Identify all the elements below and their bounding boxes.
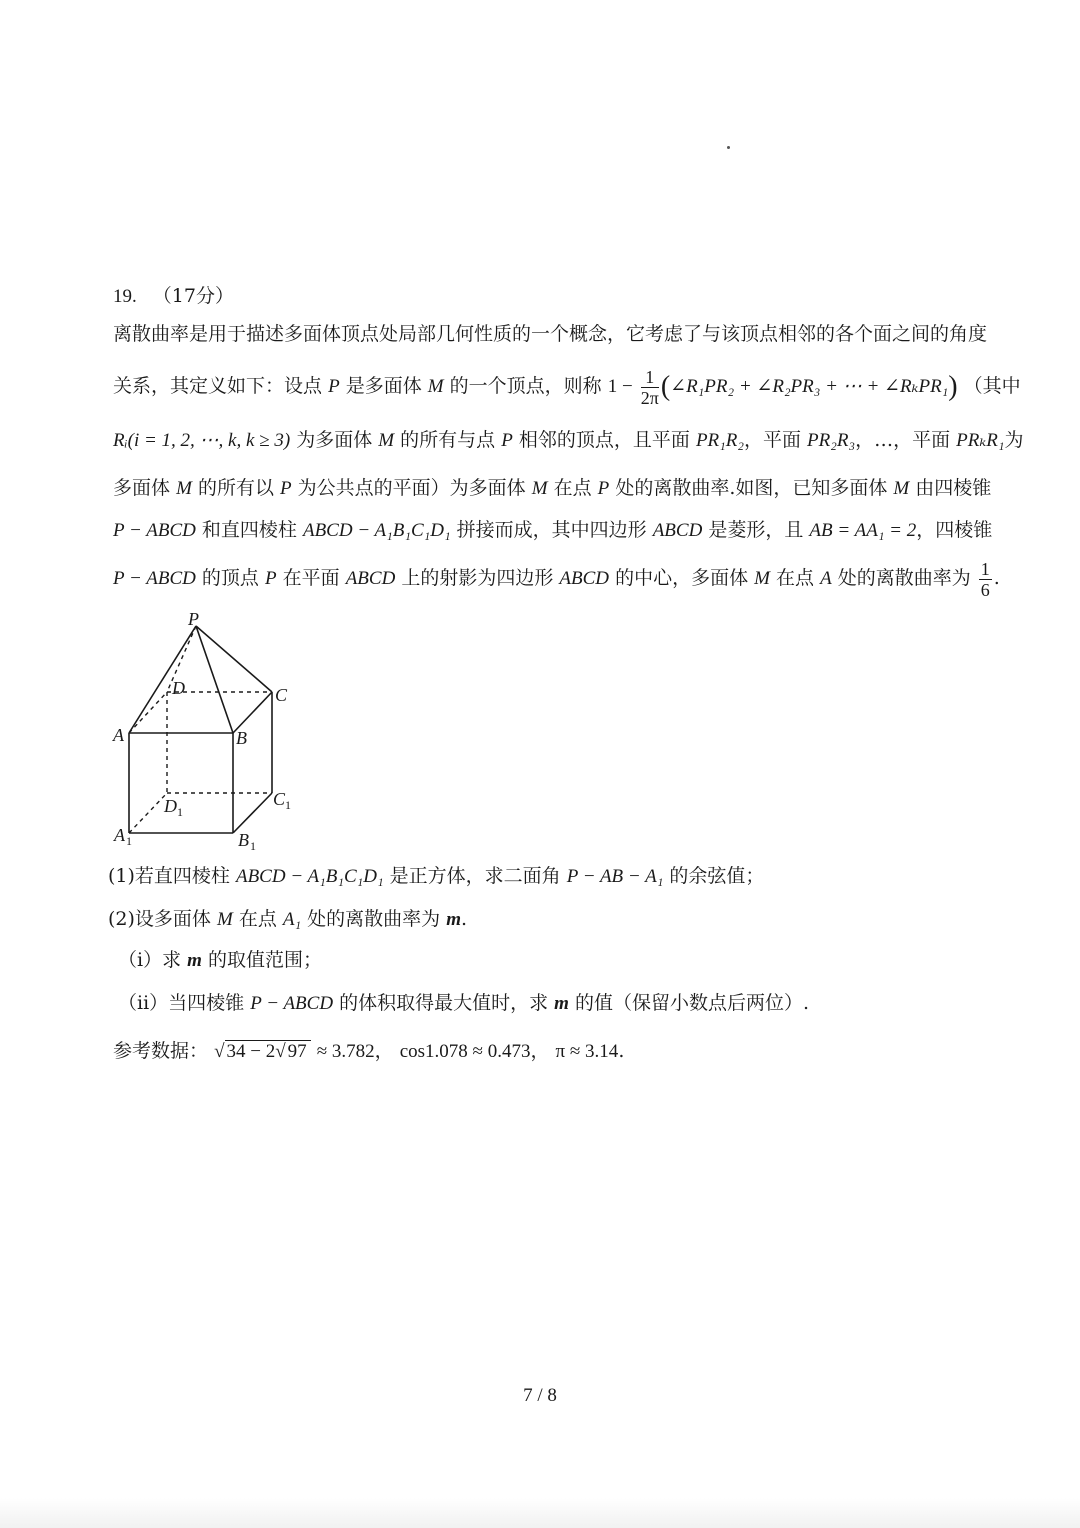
label-A1: A — [114, 825, 125, 845]
math-var: M — [754, 568, 770, 589]
math-pyramid: P − ABCD — [250, 993, 334, 1014]
text: 的所有与点 — [400, 429, 496, 451]
label-B1-sub: 1 — [250, 839, 256, 853]
text: 和直四棱柱 — [201, 519, 297, 541]
text: 的值（保留小数点后两位）. — [575, 992, 810, 1014]
text: 是多面体 — [345, 375, 422, 397]
text: 的取值范围； — [207, 949, 322, 971]
math-var: A₁ — [282, 909, 302, 930]
text: 在点 — [553, 477, 592, 499]
label-D1: D — [164, 796, 177, 816]
text: 为多面体 — [296, 429, 373, 451]
math-var: P — [328, 376, 340, 397]
text: 处的离散曲率.如图，已知多面体 — [615, 477, 888, 499]
separator: ， — [374, 1040, 394, 1062]
label-C: C — [275, 685, 288, 705]
definition-line-1 — [113, 364, 1021, 409]
text: 处的离散曲率为 — [307, 908, 441, 930]
math-plane: PRₖR₁ — [956, 430, 1005, 451]
math-eq: AB = AA₁ = 2 — [809, 520, 917, 541]
math-prism: ABCD − A₁B₁C₁D₁ — [235, 866, 384, 887]
text: ，平面 — [743, 429, 801, 451]
intro-line — [113, 322, 987, 346]
sqrt-expression: √ 34 − 2√ 97 — [214, 1040, 311, 1064]
math-var-m: m — [446, 909, 462, 930]
math-var: Rᵢ — [113, 430, 128, 451]
label-B1: B — [238, 830, 249, 850]
math-var: P — [280, 478, 292, 499]
text: 拼接而成，其中四边形 — [456, 519, 647, 541]
text: (2)设多面体 — [108, 908, 211, 930]
math-var: M — [427, 376, 444, 397]
math-prism: ABCD − A₁B₁C₁D₁ — [302, 520, 451, 541]
math-plane: PR₂R₃ — [807, 430, 856, 451]
text: 为 — [1004, 429, 1024, 451]
edge-A1D1-hidden — [129, 793, 167, 833]
label-B: B — [236, 728, 247, 748]
math-dihedral: P − AB − A₁ — [566, 866, 664, 887]
question-2: (2)设多面体 M 在点 A₁ 处的离散曲率为 m. — [108, 908, 468, 930]
edge-B1C1 — [233, 793, 272, 833]
fraction-1-over-6 — [979, 559, 992, 600]
frac-den: 2π — [640, 387, 659, 408]
text: 关系，其定义如下：设点 — [113, 375, 323, 397]
text: 是正方体，求二面角 — [389, 865, 561, 887]
definition-line-2 — [113, 428, 1024, 453]
math-var: M — [216, 909, 233, 930]
text: 处的离散曲率为 — [837, 567, 971, 589]
text: 为公共点的平面）为多面体 — [297, 477, 526, 499]
ref-value-2: cos1.078 ≈ 0.473 — [399, 1041, 531, 1062]
math-var: M — [531, 478, 548, 499]
text: 的体积取得最大值时，求 — [339, 992, 549, 1014]
math-var: M — [176, 478, 192, 499]
ref-value-3: π ≈ 3.14 — [555, 1041, 619, 1062]
frac-den: 6 — [980, 579, 990, 600]
scan-edge — [0, 1498, 1080, 1528]
text: （其中 — [963, 375, 1021, 397]
question-2-i — [118, 948, 322, 973]
label-C1-sub: 1 — [285, 798, 291, 812]
text: 的所有以 — [197, 477, 274, 499]
text: (1)若直四棱柱 — [108, 865, 230, 887]
problem-points: （17分） — [152, 285, 234, 307]
text: 的顶点 — [201, 567, 259, 589]
math-quad: ABCD — [345, 568, 396, 589]
math-cond: (i = 1, 2, ⋯, k, k ≥ 3) — [127, 430, 291, 451]
given-line-2: P − ABCD 的顶点 P 在平面 ABCD 上的射影为四边形 ABCD 的中心，多面体 M 在点 A 处的离散曲率为 $\frac{1}{6}$ . — [113, 558, 1000, 600]
math-pyramid: P − ABCD — [113, 520, 196, 541]
sqrt-outer: 34 − 2 — [226, 1041, 276, 1062]
fraction-1-over-2pi — [641, 367, 659, 408]
text: ，四棱锥 — [916, 519, 993, 541]
math-var: M — [378, 430, 395, 451]
edge-PA — [129, 626, 196, 733]
frac-num: 1 — [641, 367, 659, 388]
sqrt-inner: 97 — [287, 1041, 307, 1062]
question-1 — [108, 864, 764, 889]
math-var-m: m — [554, 993, 569, 1014]
text: 的中心，多面体 — [615, 567, 749, 589]
reference-data: 参考数据： √ 34 − 2√ 97 ≈ 3.782， cos1.078 ≈ 0.473， π ≈ 3.14. — [113, 1040, 625, 1062]
label-A1-sub: 1 — [126, 834, 132, 848]
text: 相邻的顶点，且平面 — [518, 429, 690, 451]
label-D: D — [172, 678, 185, 698]
text: 在点 — [776, 567, 815, 589]
label-D1-sub: 1 — [177, 805, 183, 819]
edge-BC — [233, 692, 272, 733]
label-A: A — [113, 725, 124, 745]
question-2-ii — [118, 991, 809, 1016]
text: 的余弦值； — [669, 865, 765, 887]
definition-line-3 — [113, 476, 991, 501]
label-C1: C — [273, 789, 286, 809]
math-var: M — [893, 478, 910, 499]
given-line-1 — [113, 518, 992, 543]
math-pyramid: P − ABCD — [113, 568, 196, 589]
math-quad: ABCD — [559, 568, 610, 589]
text: ，…，平面 — [855, 429, 951, 451]
ref-value-1: ≈ 3.782 — [316, 1041, 375, 1062]
text: 的一个顶点，则称 — [449, 375, 602, 397]
page-number: 7 / 8 — [523, 1385, 557, 1406]
text: 多面体 — [113, 477, 171, 499]
text: 由四棱锥 — [915, 477, 992, 499]
edge-AD-hidden — [129, 692, 167, 733]
text: 上的射影为四边形 — [401, 567, 554, 589]
math-var: P — [501, 430, 513, 451]
polyhedron-diagram — [105, 608, 305, 853]
math-var: P — [264, 568, 277, 589]
math-plane: PR₁R₂ — [695, 430, 744, 451]
ref-label: 参考数据： — [113, 1040, 209, 1062]
text: 是菱形，且 — [708, 519, 804, 541]
problem-number: 19. — [113, 286, 137, 307]
angle-sum: ∠R₁PR₂ + ∠R₂PR₃ + ⋯ + ∠RₖPR₁ — [670, 376, 949, 397]
math-var: P — [597, 478, 610, 499]
paren-open: ( — [660, 371, 671, 402]
math-var-m: m — [187, 950, 202, 971]
text: 在平面 — [282, 567, 340, 589]
text: 在点 — [238, 908, 277, 930]
label-P: P — [188, 609, 199, 629]
problem-header — [113, 284, 234, 309]
separator: ， — [530, 1040, 550, 1062]
math-text: 1 − — [607, 376, 633, 397]
intro-text: 离散曲率是用于描述多面体顶点处局部几何性质的一个概念，它考虑了与该顶点相邻的各个面之间的角度 — [113, 323, 988, 345]
paren-close: ) — [948, 371, 958, 402]
text: （ⅱ）当四棱锥 — [118, 992, 245, 1014]
text: （ⅰ）求 — [118, 949, 182, 971]
frac-num: 1 — [980, 558, 990, 579]
math-quad: ABCD — [652, 520, 703, 541]
math-var: A — [820, 568, 832, 589]
stray-mark — [727, 146, 730, 149]
